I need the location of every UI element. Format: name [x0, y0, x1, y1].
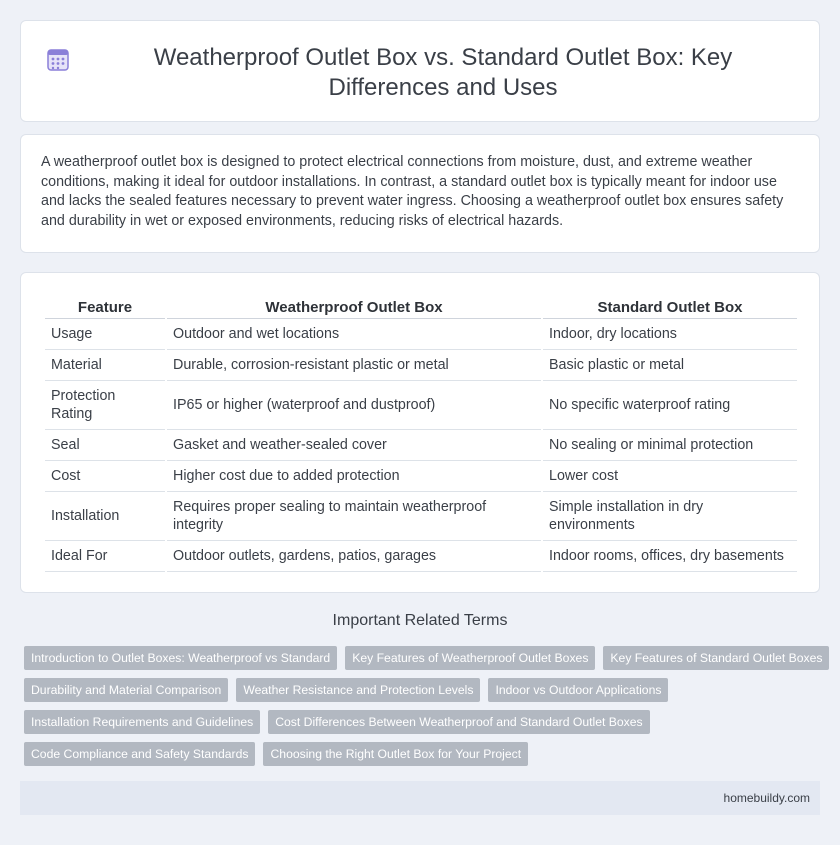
table-cell: Material — [45, 350, 165, 381]
table-cell: No sealing or minimal protection — [543, 430, 797, 461]
column-header-feature: Feature — [45, 297, 165, 319]
table-row — [45, 541, 797, 572]
related-term-tag[interactable]: Introduction to Outlet Boxes: Weatherproof vs Standard — [24, 646, 337, 670]
related-term-tag[interactable]: Key Features of Weatherproof Outlet Boxes — [345, 646, 595, 670]
related-term-tag[interactable]: Choosing the Right Outlet Box for Your Project — [263, 742, 528, 766]
comparison-card — [20, 272, 820, 593]
table-row — [45, 430, 797, 461]
table-cell: Installation — [45, 492, 165, 541]
related-term-tag[interactable]: Code Compliance and Safety Standards — [24, 742, 255, 766]
table-cell: Indoor rooms, offices, dry basements — [543, 541, 797, 572]
related-terms-list — [24, 646, 824, 774]
column-header-weatherproof: Weatherproof Outlet Box — [167, 297, 541, 319]
footer — [20, 781, 820, 815]
related-term-tag[interactable]: Durability and Material Comparison — [24, 678, 228, 702]
tag-row — [24, 646, 824, 670]
calendar-grid-icon — [45, 47, 71, 73]
table-row — [45, 381, 797, 430]
table-row — [45, 350, 797, 381]
tag-row — [24, 678, 824, 702]
table-cell: Outdoor and wet locations — [167, 319, 541, 350]
header-card — [20, 20, 820, 122]
table-cell: No specific waterproof rating — [543, 381, 797, 430]
comparison-table — [43, 297, 799, 572]
table-row — [45, 461, 797, 492]
related-term-tag[interactable]: Key Features of Standard Outlet Boxes — [603, 646, 829, 670]
table-row — [45, 319, 797, 350]
table-cell: Ideal For — [45, 541, 165, 572]
table-cell: Gasket and weather-sealed cover — [167, 430, 541, 461]
intro-card — [20, 134, 820, 253]
column-header-standard: Standard Outlet Box — [543, 297, 797, 319]
table-cell: Seal — [45, 430, 165, 461]
related-term-tag[interactable]: Cost Differences Between Weatherproof and Standard Outlet Boxes — [268, 710, 649, 734]
table-row — [45, 492, 797, 541]
table-cell: Requires proper sealing to maintain weatherproof integrity — [167, 492, 541, 541]
table-cell: Simple installation in dry environments — [543, 492, 797, 541]
table-cell: IP65 or higher (waterproof and dustproof) — [167, 381, 541, 430]
table-cell: Outdoor outlets, gardens, patios, garages — [167, 541, 541, 572]
intro-paragraph: A weatherproof outlet box is designed to protect electrical connections from moisture, dust, and extreme weather conditions, making it ideal for outdoor installations. In contrast, a standard outlet box is typically meant for indoor use and lacks the sealed features necessary to prevent water ingress. Choosing a weatherproof outlet box ensures safety and durability in wet or exposed environments, reducing risks of electrical hazards. — [41, 154, 784, 229]
tag-row — [24, 742, 824, 766]
table-cell: Protection Rating — [45, 381, 165, 430]
footer-site-link[interactable]: homebuildy.com — [723, 791, 810, 805]
related-term-tag[interactable]: Weather Resistance and Protection Levels — [236, 678, 480, 702]
table-cell: Indoor, dry locations — [543, 319, 797, 350]
related-terms-heading: Important Related Terms — [332, 612, 508, 629]
table-cell: Higher cost due to added protection — [167, 461, 541, 492]
table-cell: Cost — [45, 461, 165, 492]
table-cell: Usage — [45, 319, 165, 350]
related-term-tag[interactable]: Indoor vs Outdoor Applications — [488, 678, 668, 702]
table-header-row — [45, 297, 797, 319]
tag-row — [24, 710, 824, 734]
table-cell: Lower cost — [543, 461, 797, 492]
page-title: Weatherproof Outlet Box vs. Standard Outlet Box: Key Differences and Uses — [153, 44, 733, 101]
related-term-tag[interactable]: Installation Requirements and Guidelines — [24, 710, 260, 734]
table-cell: Basic plastic or metal — [543, 350, 797, 381]
table-cell: Durable, corrosion-resistant plastic or metal — [167, 350, 541, 381]
